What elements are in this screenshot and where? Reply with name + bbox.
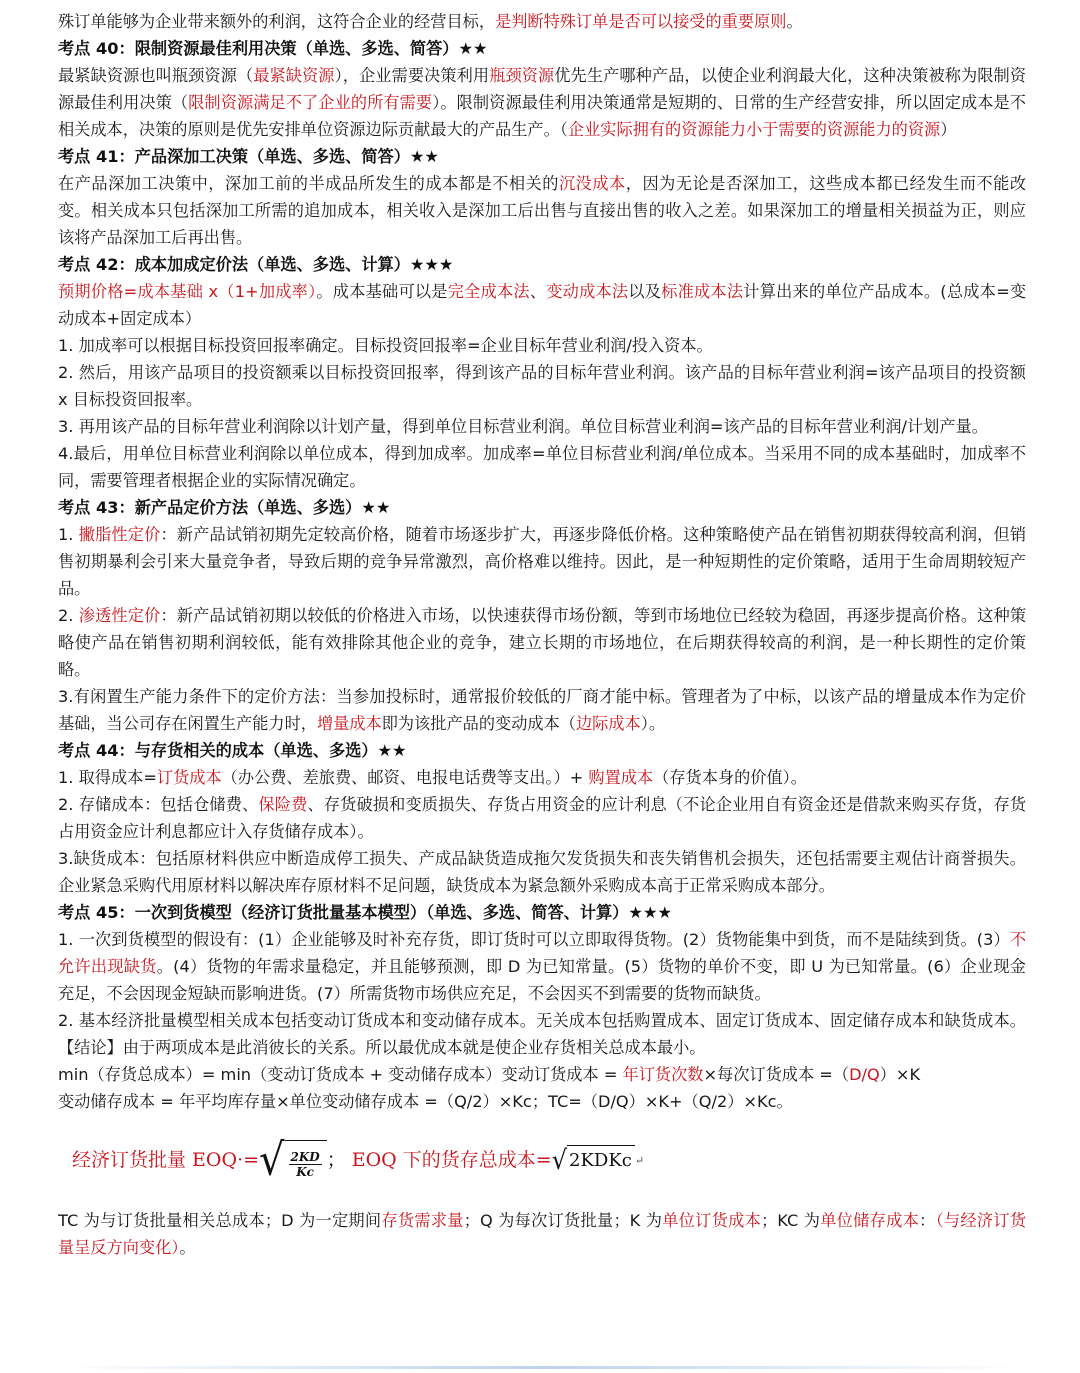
section-paragraph: [58, 845, 1026, 899]
section-paragraph: [58, 791, 1026, 845]
section-heading: 考点 45：一次到货模型（经济订货批量基本模型）（单选、多选、简答、计算）★★★: [58, 903, 672, 922]
body-text: 殊订单能够为企业带来额外的利润，这符合企业的经营目标，: [58, 12, 496, 31]
highlight-text: 最紧缺资源: [253, 66, 335, 85]
highlight-text: 年订货次数: [622, 1065, 704, 1084]
body-text: 即为该批产品的变动成本（: [381, 714, 576, 733]
document-page: [58, 8, 1026, 1261]
section-paragraph: [58, 1088, 1026, 1115]
eoq-numerator: 2KD: [290, 1149, 320, 1164]
section-paragraph: [58, 170, 1026, 251]
section-paragraph: [58, 602, 1026, 683]
section-paragraph: [58, 1007, 1026, 1061]
body-text: 1. 取得成本=: [58, 768, 157, 787]
body-text: 2. 存储成本：包括仓储费、: [58, 795, 259, 814]
highlight-text: 标准成本法: [661, 282, 744, 301]
body-text: 3.有闲置生产能力条件下的定价方法：当参加投标时，通常报价较低的厂商才能中标。管理者为了中标，以该产品的增量成本作为定价基础，当公司存在闲置生产能力时，: [58, 687, 1026, 733]
body-text: 3. 再用该产品的目标年营业利润除以计划产量，得到单位目标营业利润。单位目标营业利润=该产品的目标年营业利润/计划产量。: [58, 417, 988, 436]
body-text: 1. 一次到货模型的假设有：(1）企业能够及时补充存货，即订货时可以立即取得货物。(2）货物能集中到货，而不是陆续到货。(3）: [58, 930, 1010, 949]
section-paragraph: [58, 764, 1026, 791]
body-text: ，因为无论是否深加工，这些成本都已经发生而不能改变。相关成本只包括深加工所需的追加成本，相关收入是深加工后出售与直接出售的收入之差。如果深加工的增量相关损益为正，则应该将产品深加工后再出售。: [58, 174, 1027, 247]
section-paragraph: [58, 521, 1026, 602]
section-paragraph: [58, 62, 1026, 143]
body-text: 2. 然后，用该产品项目的投资额乘以目标投资回报率，得到该产品的目标年营业利润。该产品的目标年营业利润=该产品项目的投资额 x 目标投资回报率。: [58, 363, 1026, 409]
body-text: 。: [179, 1238, 196, 1257]
highlight-text: 不允许出现缺货: [58, 930, 1026, 976]
highlight-text: 企业实际拥有的资源能力小于需要的资源能力的资源: [567, 120, 941, 139]
eoq-fraction: [287, 1150, 324, 1179]
body-text: ；Q 为每次订货批量；K 为: [463, 1211, 663, 1230]
body-text: min（存货总成本）= min（变动订货成本 + 变动储存成本）变动订货成本 =: [58, 1065, 623, 1084]
return-mark: ↵: [634, 1153, 645, 1167]
body-text: 。成本基础可以是: [316, 282, 448, 301]
section-paragraph: [58, 440, 1026, 494]
section-paragraph: [58, 926, 1026, 1007]
section-heading: 考点 42：成本加成定价法（单选、多选、计算）★★★: [58, 255, 454, 274]
body-text: 计算出来的单位产品成本。(总成本=变动成本+固定成本）: [58, 282, 1027, 328]
highlight-text: 限制资源满足不了企业的所有需要: [188, 93, 433, 112]
section-paragraph: [58, 413, 1026, 440]
highlight-text: 是判断特殊订单是否可以接受的重要原则: [495, 12, 787, 31]
body-text: 。(4）货物的年需求量稳定，并且能够预测，即 D 为已知常量。(5）货物的单价不变，即 U 为已知常量。(6）企业现金充足，不会因现金短缺而影响进货。(7）所需货物市场供应充足，不会因买不到需要的货物而缺货。: [58, 957, 1026, 1003]
body-text: 1. 加成率可以根据目标投资回报率确定。目标投资回报率=企业目标年营业利润/投入资本。: [58, 336, 713, 355]
highlight-text: 边际成本: [576, 714, 641, 733]
body-text: 4.最后，用单位目标营业利润除以单位成本，得到加成率。加成率=单位目标营业利润/单位成本。当采用不同的成本基础时，加成率不同，需要管理者根据企业的实际情况确定。: [58, 444, 1026, 490]
body-text: ：新产品试销初期先定较高价格，随着市场逐步扩大，再逐步降低价格。这种策略使产品在销售初期获得较高利润，但销售初期暴利会引来大量竞争者，导致后期的竞争异常激烈，高价格难以维持。因此，是一种短期性的定价策略，适用于生命周期较短产品。: [58, 525, 1027, 598]
highlight-text: 单位储存成本: [820, 1211, 920, 1230]
section-paragraph: [58, 683, 1026, 737]
highlight-text: 存货需求量: [381, 1211, 464, 1230]
eoq-denominator: Kc: [296, 1164, 314, 1179]
highlight-text: 沉没成本: [558, 174, 626, 193]
highlight-text: 保险费: [258, 795, 308, 814]
tc-label: EOQ 下的货存总成本=: [351, 1148, 552, 1171]
intro-paragraph: [58, 8, 1026, 35]
body-text: （办公费、差旅费、邮资、电报电话费等支出。）+: [221, 768, 589, 787]
body-text: ；KC 为: [761, 1211, 821, 1230]
body-text: ）: [940, 120, 957, 139]
body-text: ）。: [640, 714, 666, 733]
highlight-text: 增量成本: [317, 714, 382, 733]
highlight-text: 购置成本: [588, 768, 654, 787]
highlight-text: 瓶颈资源: [489, 66, 555, 85]
highlight-text: 订货成本: [156, 768, 222, 787]
body-text: （存货本身的价值）。: [653, 768, 807, 787]
body-text: 变动储存成本 = 年平均库存量×单位变动储存成本 =（Q/2）×Kc；TC=（D/Q）×K+（Q/2）×Kc。: [58, 1092, 793, 1111]
section-paragraph: [58, 359, 1026, 413]
highlight-text: （与经济订货量呈反方向变化）: [58, 1211, 1027, 1257]
section-paragraph: [58, 1061, 1026, 1088]
body-text: 1.: [58, 525, 79, 544]
section-heading: 考点 41：产品深加工决策（单选、多选、简答）★★: [58, 147, 439, 166]
highlight-text: 单位订货成本: [662, 1211, 762, 1230]
body-text: ）。限制资源最佳利用决策通常是短期的、日常的生产经营安排，所以固定成本是不相关成本，决策的原则是优先安排单位资源边际贡献最大的产品生产。（: [58, 93, 1026, 139]
highlight-text: 完全成本法: [447, 282, 530, 301]
body-text: ：: [919, 1211, 936, 1230]
body-text: 、: [529, 282, 547, 301]
section-paragraph: [58, 332, 1026, 359]
body-text: 、存货破损和变质损失、存货占用资金的应计利息（不论企业用自有资金还是借款来购买存货，存货占用资金应计利息都应计入存货储存成本）。: [58, 795, 1027, 841]
tc-root: 2KDKc: [567, 1145, 635, 1174]
body-text: ），企业需要决策利用: [334, 66, 490, 85]
eoq-label: 经济订货批量 EOQ·=: [72, 1148, 260, 1171]
body-text: ×每次订货成本 =（: [703, 1065, 850, 1084]
section-heading: 考点 43：新产品定价方法（单选、多选）★★: [58, 498, 391, 517]
body-text: TC 为与订货批量相关总成本；D 为一定期间: [58, 1211, 382, 1230]
body-text: 2.: [58, 606, 79, 625]
highlight-text: 撇脂性定价: [78, 525, 161, 544]
highlight-text: 变动成本法: [546, 282, 629, 301]
body-text: 3.缺货成本：包括原材料供应中断造成停工损失、产成品缺货造成拖欠发货损失和丧失销售机会损失，还包括需要主观估计商誉损失。企业紧急采购代用原材料以解决库存原材料不足问题，缺货成本为紧急额外采购成本高于正常采购成本部分。: [58, 849, 1026, 895]
tc-sqrt: √ 2KDKc: [552, 1147, 635, 1174]
body-text: 以及: [628, 282, 662, 301]
formula-separator: ；: [326, 1148, 346, 1171]
section-heading: 考点 44：与存货相关的成本（单选、多选）★★: [58, 741, 407, 760]
section-paragraph: [58, 278, 1026, 332]
highlight-text: 预期价格=: [58, 282, 138, 301]
body-text: 2. 基本经济批量模型相关成本包括变动订货成本和变动储存成本。无关成本包括购置成本、固定订货成本、固定储存成本和缺货成本。【结论】由于两项成本是此消彼长的关系。所以最优成本就是使企业存货相关总成本最小。: [58, 1011, 1026, 1057]
body-text: ）×K: [879, 1065, 921, 1084]
highlight-text: 渗透性定价: [78, 606, 161, 625]
legend-paragraph: [58, 1207, 1026, 1261]
highlight-text: D/Q: [849, 1065, 880, 1084]
body-text: ：新产品试销初期以较低的价格进入市场，以快速获得市场份额，等到市场地位已经较为稳固，再逐步提高价格。这种策略使产品在销售初期利润较低，能有效排除其他企业的竞争，建立长期的市场地位，在后期获得较高的利润，是一种长期性的定价策略。: [58, 606, 1027, 679]
body-text: 最紧缺资源也叫瓶颈资源（: [58, 66, 254, 85]
section-heading: 考点 40：限制资源最佳利用决策（单选、多选、简答）★★: [58, 39, 488, 58]
bottom-divider: [58, 1366, 1026, 1369]
body-text: 在产品深加工决策中，深加工前的半成品所发生的成本都是不相关的: [58, 174, 559, 193]
body-text: 优先生产哪种产品，以使企业利润最大化，这种决策被称为限制资源最佳利用决策（: [58, 66, 1027, 112]
eoq-sqrt: √ $\frac{2KD}{Kc}$: [259, 1140, 327, 1180]
sections-container: [58, 35, 1026, 1115]
eoq-formula: [72, 1127, 1026, 1193]
body-text: 。: [786, 12, 803, 31]
highlight-text: 成本基础 x（1+加成率）: [137, 282, 317, 301]
